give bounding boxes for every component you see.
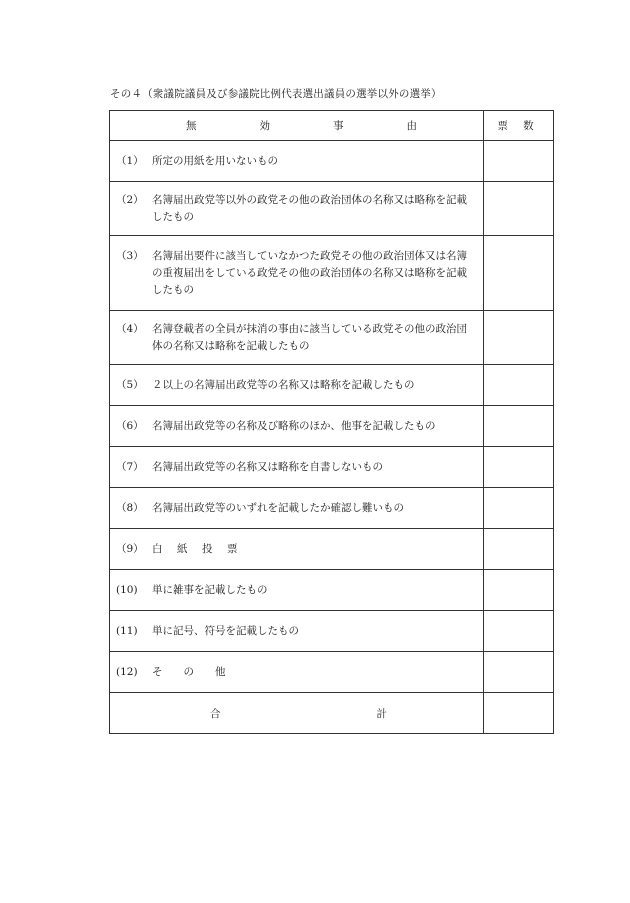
row-number: (11): [116, 624, 138, 637]
total-label-char: 計: [376, 707, 387, 720]
vote-count-cell: [484, 406, 554, 447]
row-reason: 名簿届出政党等のいずれを記載したか確認し難いもの: [152, 501, 404, 514]
table-row: [110, 611, 554, 652]
vote-count-cell: [484, 141, 554, 182]
row-number: (10): [116, 583, 138, 596]
row-reason: 白 紙 投 票: [152, 542, 240, 555]
table-row: [110, 141, 554, 182]
row-number: （6）: [116, 419, 144, 432]
total-label-cell: [110, 693, 484, 734]
table-row: [110, 570, 554, 611]
table-row: [110, 652, 554, 693]
reason-header-char: 由: [406, 120, 417, 132]
reason-column-header: [110, 111, 484, 141]
count-column-header: 票 数: [484, 111, 554, 141]
row-reason: 単に雑事を記載したもの: [152, 583, 268, 596]
table-row: [110, 236, 554, 311]
vote-count-cell: [484, 447, 554, 488]
reason-header-char: 無: [186, 120, 197, 132]
invalid-votes-table: [109, 110, 554, 734]
row-number: (12): [116, 665, 138, 678]
row-reason: 名簿届出要件に該当していなかつた政党その他の政治団体又は名簿の重複届出をしている政党その他の政治団体の名称又は略称を記載したもの: [152, 249, 467, 296]
row-reason: 名簿届出政党等の名称又は略称を自書しないもの: [152, 460, 383, 473]
vote-count-cell: [484, 182, 554, 236]
row-reason: 単に記号、符号を記載したもの: [152, 624, 299, 637]
row-reason: そ の 他: [152, 665, 226, 678]
row-number: （4）: [116, 322, 144, 335]
row-reason: 名簿届出政党等の名称及び略称のほか、他事を記載したもの: [152, 419, 436, 432]
page-caption: その４（衆議院議員及び参議院比例代表選出議員の選挙以外の選挙）: [110, 88, 442, 100]
vote-count-cell: [484, 611, 554, 652]
row-reason: 名簿届出政党等以外の政党その他の政治団体の名称又は略称を記載したもの: [152, 193, 467, 223]
row-number: （3）: [116, 249, 144, 262]
total-row: [110, 693, 554, 734]
vote-count-cell: [484, 488, 554, 529]
table-row: [110, 529, 554, 570]
vote-count-cell: [484, 570, 554, 611]
vote-count-cell: [484, 311, 554, 365]
table-row: [110, 365, 554, 406]
table-row: [110, 311, 554, 365]
vote-count-cell: [484, 529, 554, 570]
row-number: （5）: [116, 378, 144, 391]
row-number: （7）: [116, 460, 144, 473]
table-row: [110, 182, 554, 236]
row-number: （2）: [116, 193, 144, 206]
row-reason: 名簿登載者の全員が抹消の事由に該当している政党その他の政治団体の名称又は略称を記載したもの: [152, 322, 467, 352]
vote-count-cell: [484, 236, 554, 311]
row-reason: 所定の用紙を用いないもの: [152, 154, 278, 167]
reason-header-char: 効: [259, 120, 270, 132]
table-header-row: [110, 111, 554, 141]
total-count-cell: [484, 693, 554, 734]
table-row: [110, 406, 554, 447]
row-number: （8）: [116, 501, 144, 514]
vote-count-cell: [484, 652, 554, 693]
total-label-char: 合: [210, 707, 221, 720]
vote-count-cell: [484, 365, 554, 406]
row-reason: ２以上の名簿届出政党等の名称又は略称を記載したもの: [152, 378, 415, 391]
table-row: [110, 447, 554, 488]
table-row: [110, 488, 554, 529]
reason-header-char: 事: [333, 120, 344, 132]
row-number: （9）: [116, 542, 144, 555]
row-number: （1）: [116, 154, 144, 167]
